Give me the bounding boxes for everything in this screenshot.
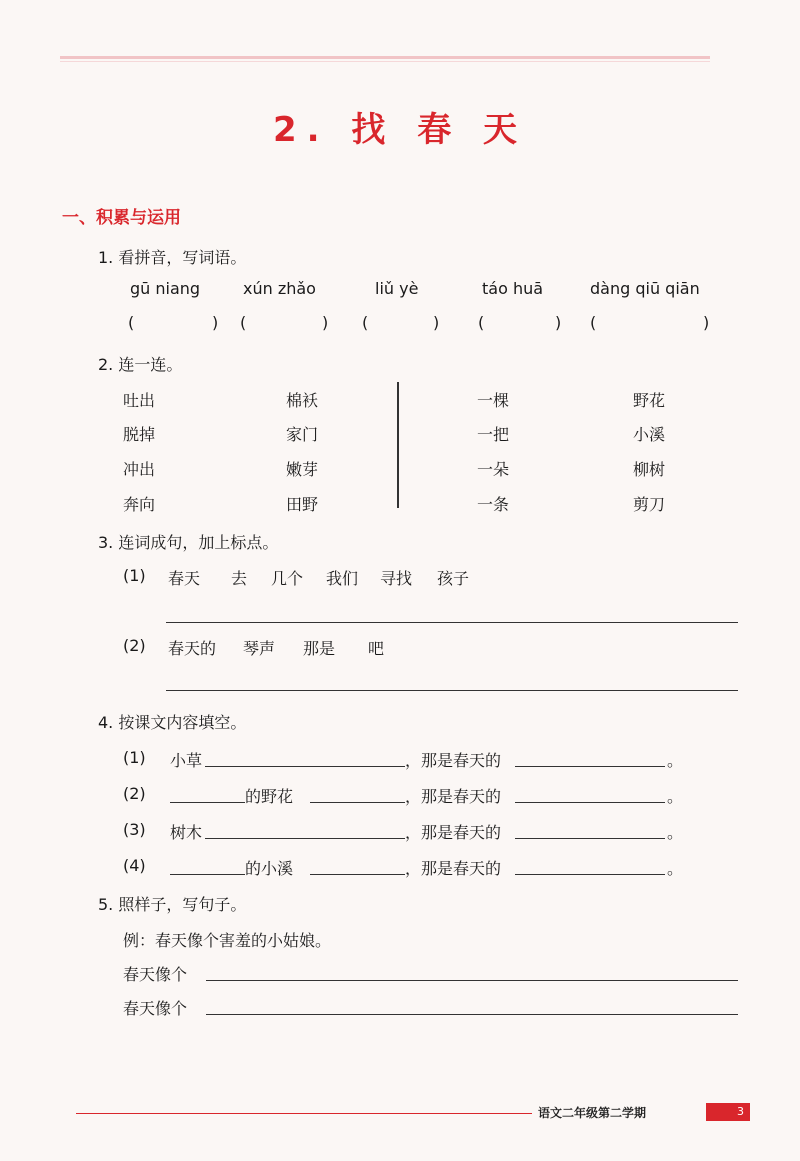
- item-number: (2): [123, 636, 146, 655]
- fill-blank[interactable]: [310, 874, 405, 875]
- answer-paren-close-4: ): [555, 313, 562, 332]
- fill-blank[interactable]: [170, 874, 245, 875]
- fill-end: 。: [667, 751, 684, 770]
- match-left-verb[interactable]: 脱掉: [123, 425, 156, 444]
- match-left-noun[interactable]: 棉袄: [286, 391, 319, 410]
- word-chip: 春天的: [168, 639, 217, 658]
- item-number: (4): [123, 856, 146, 875]
- match-right-noun[interactable]: 小溪: [633, 425, 666, 444]
- question-2-label: 2. 连一连。: [98, 355, 183, 374]
- answer-paren-open-1[interactable]: (: [128, 313, 135, 332]
- word-chip: 那是: [303, 639, 336, 658]
- word-chip: 春天: [168, 569, 201, 588]
- fill-blank[interactable]: [515, 838, 665, 839]
- answer-line[interactable]: [206, 1014, 738, 1015]
- page-number: 3: [706, 1103, 750, 1121]
- sentence-prompt: 春天像个: [123, 965, 188, 984]
- section-heading: 一、积累与运用: [62, 208, 181, 228]
- word-chip: 去: [231, 569, 248, 588]
- match-left-verb[interactable]: 奔向: [123, 495, 156, 514]
- fill-mid: 的小溪: [245, 859, 294, 878]
- fill-prefix: 小草: [170, 751, 203, 770]
- fill-blank[interactable]: [515, 802, 665, 803]
- match-right-measure[interactable]: 一把: [477, 425, 510, 444]
- fill-tail: ，那是春天的: [405, 751, 502, 770]
- fill-end: 。: [667, 859, 684, 878]
- fill-mid: 的野花: [245, 787, 294, 806]
- answer-line[interactable]: [166, 622, 738, 623]
- question-1-label: 1. 看拼音，写词语。: [98, 248, 247, 267]
- word-chip: 我们: [326, 569, 359, 588]
- answer-paren-close-1: ): [212, 313, 219, 332]
- fill-tail: ，那是春天的: [405, 823, 502, 842]
- header-rule: [60, 56, 710, 59]
- fill-prefix: 树木: [170, 823, 203, 842]
- footer-rule: [76, 1113, 532, 1114]
- fill-blank[interactable]: [515, 766, 665, 767]
- answer-paren-open-5[interactable]: (: [590, 313, 597, 332]
- match-right-measure[interactable]: 一朵: [477, 460, 510, 479]
- column-divider: [397, 382, 399, 508]
- word-chip: 寻找: [380, 569, 413, 588]
- answer-paren-close-5: ): [703, 313, 710, 332]
- question-5-label: 5. 照样子，写句子。: [98, 895, 247, 914]
- footer-subject: 语文二年级第二学期: [538, 1106, 647, 1120]
- word-chip: 几个: [271, 569, 304, 588]
- fill-tail: ，那是春天的: [405, 787, 502, 806]
- word-chip: 孩子: [437, 569, 470, 588]
- word-chip: 吧: [368, 639, 385, 658]
- pinyin-4: táo huā: [482, 279, 544, 298]
- pinyin-3: liǔ yè: [375, 279, 419, 298]
- match-left-verb[interactable]: 吐出: [123, 391, 156, 410]
- answer-line[interactable]: [166, 690, 738, 691]
- answer-paren-close-3: ): [433, 313, 440, 332]
- match-right-noun[interactable]: 剪刀: [633, 495, 666, 514]
- match-left-verb[interactable]: 冲出: [123, 460, 156, 479]
- fill-blank[interactable]: [515, 874, 665, 875]
- answer-line[interactable]: [206, 980, 738, 981]
- fill-blank[interactable]: [205, 766, 405, 767]
- match-right-measure[interactable]: 一条: [477, 495, 510, 514]
- answer-paren-open-3[interactable]: (: [362, 313, 369, 332]
- answer-paren-close-2: ): [322, 313, 329, 332]
- pinyin-1: gū niang: [130, 279, 201, 298]
- fill-tail: ，那是春天的: [405, 859, 502, 878]
- match-right-noun[interactable]: 柳树: [633, 460, 666, 479]
- sentence-prompt: 春天像个: [123, 999, 188, 1018]
- fill-blank[interactable]: [205, 838, 405, 839]
- question-3-label: 3. 连词成句，加上标点。: [98, 533, 279, 552]
- item-number: (2): [123, 784, 146, 803]
- example-sentence: 例：春天像个害羞的小姑娘。: [123, 931, 332, 950]
- pinyin-2: xún zhǎo: [243, 279, 316, 298]
- word-chip: 琴声: [243, 639, 276, 658]
- header-rule-thin: [60, 61, 710, 62]
- fill-blank[interactable]: [170, 802, 245, 803]
- answer-paren-open-2[interactable]: (: [240, 313, 247, 332]
- question-4-label: 4. 按课文内容填空。: [98, 713, 247, 732]
- item-number: (1): [123, 566, 146, 585]
- fill-blank[interactable]: [310, 802, 405, 803]
- match-left-noun[interactable]: 田野: [286, 495, 319, 514]
- fill-end: 。: [667, 787, 684, 806]
- item-number: (1): [123, 748, 146, 767]
- match-right-noun[interactable]: 野花: [633, 391, 666, 410]
- match-left-noun[interactable]: 嫩芽: [286, 460, 319, 479]
- match-left-noun[interactable]: 家门: [286, 425, 319, 444]
- match-right-measure[interactable]: 一棵: [477, 391, 510, 410]
- pinyin-5: dàng qiū qiān: [590, 279, 700, 298]
- item-number: (3): [123, 820, 146, 839]
- answer-paren-open-4[interactable]: (: [478, 313, 485, 332]
- fill-end: 。: [667, 823, 684, 842]
- page-title: 2. 找 春 天: [272, 110, 528, 150]
